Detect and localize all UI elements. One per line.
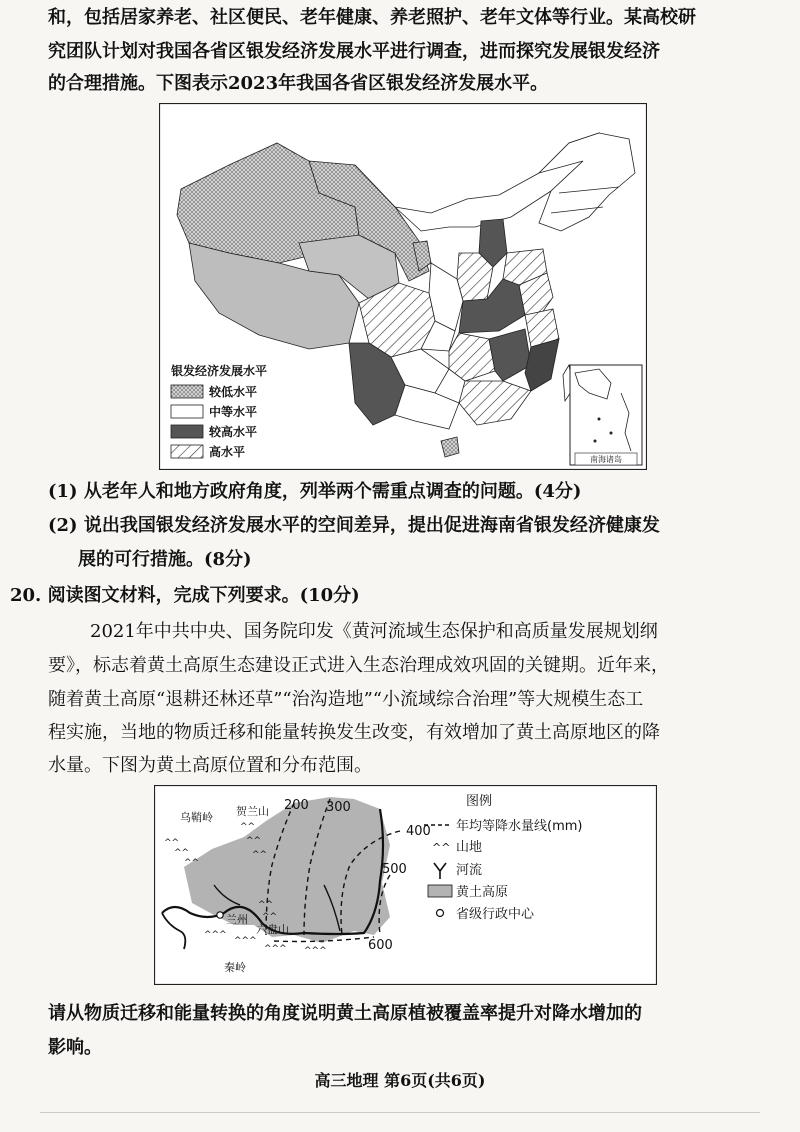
svg-text:^^^: ^^^ <box>304 946 327 956</box>
legend-label-higher: 较高水平 <box>209 425 258 439</box>
loess-plateau-map <box>154 785 657 985</box>
map2-legend-isohyet: 年均等降水量线(mm) <box>456 819 583 834</box>
china-silver-economy-map <box>159 103 647 470</box>
legend-swatch-low <box>171 385 203 398</box>
isohyet-label-300: 300 <box>326 800 351 815</box>
q20-question-line2: 影响。 <box>48 1037 102 1058</box>
mountain-label-qinling <box>224 960 246 974</box>
q20-heading: 20. 阅读图文材料，完成下列要求。(10分) <box>10 585 360 606</box>
map2-legend-capital: 省级行政中心 <box>456 907 535 922</box>
q19-sub1: (1) 从老年人和地方政府角度，列举两个需重点调查的问题。(4分) <box>48 481 582 502</box>
intro-line-3: 的合理措施。下图表示2023年我国各省区银发经济发展水平。 <box>48 73 549 94</box>
mountain-label-wushaoling <box>180 810 213 824</box>
svg-text:^^: ^^ <box>262 912 278 922</box>
svg-text:^^^: ^^^ <box>234 936 257 946</box>
svg-text:^^: ^^ <box>174 848 190 858</box>
mountain-helanshan: 贺兰山 <box>236 805 269 818</box>
q20-para-line4: 程实施，当地的物质迁移和能量转换发生改变，有效增加了黄土高原地区的降 <box>48 722 660 743</box>
svg-text:^^: ^^ <box>240 822 256 832</box>
mountain-liupanshan: 六盘山 <box>256 923 289 936</box>
isohyet-label-600: 600 <box>368 938 393 953</box>
map2-legend-title: 图例 <box>466 794 493 809</box>
isohyet-label-500: 500 <box>382 862 407 877</box>
map2-legend-river: 河流 <box>456 863 483 878</box>
intro-line-2: 究团队计划对我国各省区银发经济发展水平进行调查，进而探究发展银发经济 <box>48 41 660 62</box>
svg-text:^^: ^^ <box>258 900 274 910</box>
legend-swatch-mid <box>171 405 203 418</box>
mountain-label-liupanshan <box>256 922 289 936</box>
mountain-wushaoling: 乌鞘岭 <box>180 811 213 824</box>
legend-title: 银发经济发展水平 <box>171 364 268 378</box>
city-marker-lanzhou <box>217 912 223 918</box>
svg-text:^^: ^^ <box>252 850 268 860</box>
svg-text:^^: ^^ <box>184 858 200 868</box>
south-china-sea-inset <box>570 365 642 465</box>
svg-text:^^^: ^^^ <box>264 944 287 954</box>
page-footer: 高三地理 第6页(共6页) <box>314 1071 486 1090</box>
q19-sub2-line2: 展的可行措施。(8分) <box>78 549 252 570</box>
q20-para-line1: 2021年中共中央、国务院印发《黄河流域生态保护和高质量发展规划纲 <box>90 621 658 642</box>
svg-text:^^: ^^ <box>164 838 180 848</box>
legend-label-low: 较低水平 <box>209 385 258 399</box>
q20-para-line2: 要》，标志着黄土高原生态建设正式进入生态治理成效巩固的关键期。近年来， <box>48 655 669 676</box>
svg-text:^^: ^^ <box>432 841 451 854</box>
svg-text:^^: ^^ <box>246 836 262 846</box>
mountain-qinling: 秦岭 <box>224 961 246 974</box>
svg-text:^^^: ^^^ <box>204 930 227 940</box>
city-label-lanzhou: 兰州 <box>226 913 248 926</box>
bottom-rule <box>40 1112 760 1113</box>
inset-label: 南海诸岛 <box>590 455 622 464</box>
intro-line-1: 和，包括居家养老、社区便民、老年健康、养老照护、老年文体等行业。某高校研 <box>48 7 696 28</box>
legend-swatch-higher <box>171 425 203 438</box>
q19-sub2-line1: (2) 说出我国银发经济发展水平的空间差异，提出促进海南省银发经济健康发 <box>48 515 660 536</box>
isohyet-label-200: 200 <box>284 798 309 813</box>
q20-question-line1: 请从物质迁移和能量转换的角度说明黄土高原植被覆盖率提升对降水增加的 <box>48 1003 642 1024</box>
q20-para-line5: 水量。下图为黄土高原位置和分布范围。 <box>48 755 372 776</box>
isohyet-label-400: 400 <box>406 824 431 839</box>
map2-legend-mountain: 山地 <box>456 840 483 855</box>
legend-label-high: 高水平 <box>209 445 246 459</box>
map2-legend-plateau: 黄土高原 <box>456 885 509 900</box>
q20-para-line3: 随着黄土高原“退耕还林还草”“治沟造地”“小流域综合治理”等大规模生态工 <box>48 689 644 710</box>
legend-label-mid: 中等水平 <box>209 405 258 419</box>
legend-swatch-high <box>171 445 203 458</box>
mountain-label-helanshan <box>236 804 269 818</box>
